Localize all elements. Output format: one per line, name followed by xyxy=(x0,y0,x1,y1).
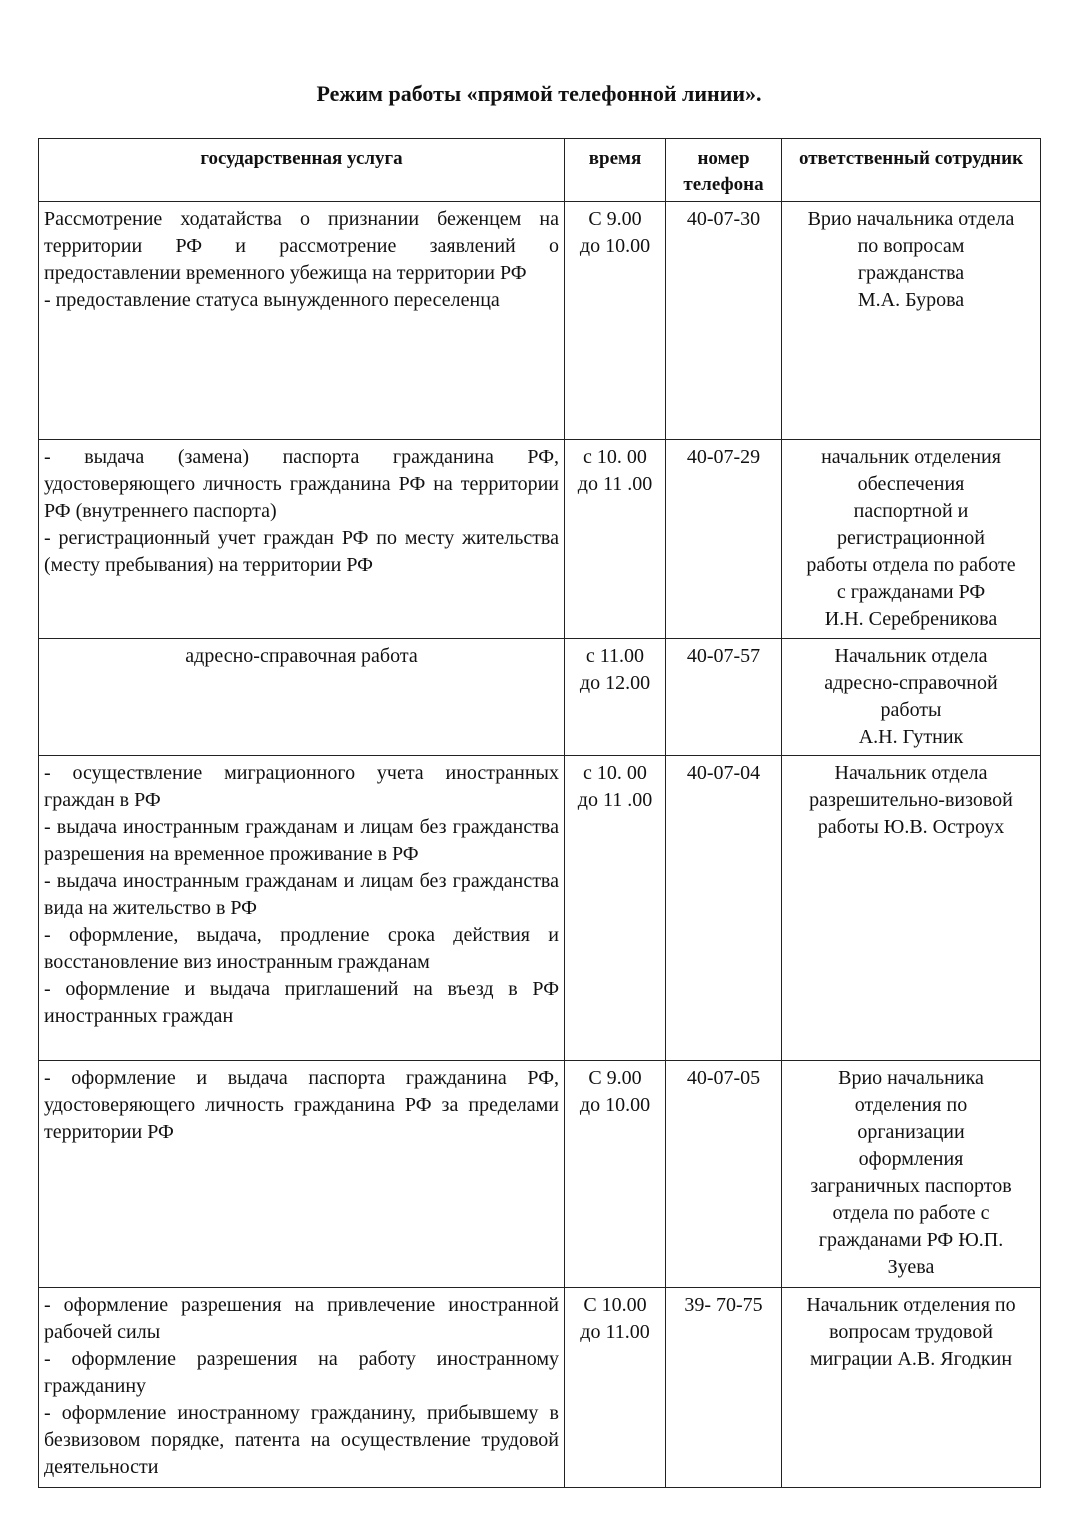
service-cell xyxy=(39,440,565,639)
column-header-time: время xyxy=(565,139,666,202)
service-line: Рассмотрение ходатайства о признании беженцем на территории РФ и рассмотрение заявлений о предоставлении временного убежища на территории РФ xyxy=(44,208,559,284)
phone-number: 40-07-30 xyxy=(666,202,782,440)
responsible-line: обеспечения xyxy=(857,473,965,495)
responsible-line: гражданства xyxy=(857,262,965,284)
responsible-line: адресно-справочной xyxy=(824,672,998,694)
phone-number: 40-07-29 xyxy=(666,440,782,639)
time-from: с 10. 00 xyxy=(583,762,647,784)
responsible-line: Начальник отдела xyxy=(834,645,988,667)
responsible-line: М.А. Бурова xyxy=(857,289,965,311)
table-row xyxy=(39,202,1041,440)
service-line: - предоставление статуса вынужденного переселенца xyxy=(44,289,500,311)
responsible-line: Начальник отдела xyxy=(834,762,988,784)
phone-number: 40-07-05 xyxy=(666,1061,782,1288)
responsible-line: И.Н. Серебреникова xyxy=(824,608,998,630)
table-row xyxy=(39,639,1041,756)
time-from: С 10.00 xyxy=(583,1294,647,1316)
responsible-cell xyxy=(782,1288,1041,1488)
service-line: - регистрационный учет граждан РФ по месту жительства (месту пребывания) на территории РФ xyxy=(44,527,559,576)
column-header-phone: номер телефона xyxy=(666,139,782,202)
responsible-line: начальник отделения xyxy=(821,446,1001,468)
responsible-line: работы xyxy=(880,699,942,721)
responsible-line: разрешительно-визовой xyxy=(809,789,1013,811)
service-line: - осуществление миграционного учета иностранных граждан в РФ xyxy=(44,762,559,811)
time-to: до 11 .00 xyxy=(577,473,653,495)
time-cell xyxy=(565,202,666,440)
responsible-cell xyxy=(782,756,1041,1061)
service-cell xyxy=(39,639,565,756)
responsible-line: А.Н. Гутник xyxy=(858,726,964,748)
column-header-service: государственная услуга xyxy=(39,139,565,202)
responsible-line: организации xyxy=(857,1121,965,1143)
time-from: с 10. 00 xyxy=(583,446,647,468)
time-to: до 12.00 xyxy=(579,672,651,694)
responsible-line: регистрационной xyxy=(836,527,986,549)
service-line: - выдача иностранным гражданам и лицам без гражданства вида на жительство в РФ xyxy=(44,870,559,919)
phone-number: 39- 70-75 xyxy=(666,1288,782,1488)
responsible-line: Врио начальника xyxy=(838,1067,984,1089)
service-line: - оформление и выдача паспорта гражданина РФ, удостоверяющего личность гражданина РФ за пределами территории РФ xyxy=(44,1067,559,1143)
responsible-line: миграции А.В. Ягодкин xyxy=(809,1348,1013,1370)
time-from: С 9.00 xyxy=(588,208,642,230)
page-title: Режим работы «прямой телефонной линии». xyxy=(316,81,762,106)
responsible-cell xyxy=(782,1061,1041,1288)
service-line: - оформление разрешения на привлечение иностранной рабочей силы xyxy=(44,1294,559,1343)
phone-number: 40-07-57 xyxy=(666,639,782,756)
time-to: до 11 .00 xyxy=(577,789,653,811)
time-from: С 9.00 xyxy=(588,1067,642,1089)
responsible-line: работы Ю.В. Остроух xyxy=(817,816,1005,838)
table-row xyxy=(39,440,1041,639)
service-cell xyxy=(39,1061,565,1288)
responsible-cell xyxy=(782,639,1041,756)
service-line: - выдача иностранным гражданам и лицам без гражданства разрешения на временное проживание в РФ xyxy=(44,816,559,865)
time-to: до 11.00 xyxy=(580,1321,650,1343)
responsible-cell xyxy=(782,440,1041,639)
table-row xyxy=(39,1061,1041,1288)
responsible-line: Начальник отделения по xyxy=(806,1294,1016,1316)
responsible-line: Врио начальника отдела xyxy=(807,208,1015,230)
service-line: - оформление и выдача приглашений на въезд в РФ иностранных граждан xyxy=(44,978,559,1027)
responsible-line: гражданами РФ Ю.П. xyxy=(818,1229,1004,1251)
table-row xyxy=(39,756,1041,1061)
responsible-line: паспортной и xyxy=(853,500,969,522)
service-cell xyxy=(39,1288,565,1488)
responsible-line: по вопросам xyxy=(857,235,965,257)
time-to: до 10.00 xyxy=(579,1094,651,1116)
responsible-line: с гражданами РФ xyxy=(836,581,986,603)
time-cell xyxy=(565,1288,666,1488)
responsible-line: заграничных паспортов xyxy=(810,1175,1012,1197)
service-line: - оформление, выдача, продление срока действия и восстановление виз иностранным гражданам xyxy=(44,924,559,973)
time-cell xyxy=(565,1061,666,1288)
responsible-line: отделения по xyxy=(854,1094,968,1116)
responsible-line: отдела по работе с xyxy=(832,1202,990,1224)
service-line: адресно-справочная работа xyxy=(185,645,418,667)
table-row xyxy=(39,1288,1041,1488)
service-line: - оформление иностранному гражданину, прибывшему в безвизовом порядке, патента на осуществление трудовой деятельности xyxy=(44,1402,559,1478)
time-to: до 10.00 xyxy=(579,235,651,257)
service-line: - выдача (замена) паспорта гражданина РФ, удостоверяющего личность гражданина РФ на территории РФ (внутреннего паспорта) xyxy=(44,446,559,522)
service-line: - оформление разрешения на работу иностранному гражданину xyxy=(44,1348,559,1397)
phone-line-schedule-table xyxy=(38,138,1041,1488)
time-cell xyxy=(565,639,666,756)
phone-number: 40-07-04 xyxy=(666,756,782,1061)
responsible-line: работы отдела по работе xyxy=(806,554,1016,576)
responsible-line: оформления xyxy=(858,1148,964,1170)
responsible-line: вопросам трудовой xyxy=(829,1321,993,1343)
time-from: с 11.00 xyxy=(585,645,645,667)
responsible-line: Зуева xyxy=(887,1256,935,1278)
service-cell xyxy=(39,756,565,1061)
column-header-responsible: ответственный сотрудник xyxy=(782,139,1041,202)
time-cell xyxy=(565,756,666,1061)
service-cell xyxy=(39,202,565,440)
time-cell xyxy=(565,440,666,639)
table-header-row xyxy=(39,139,1041,202)
responsible-cell xyxy=(782,202,1041,440)
